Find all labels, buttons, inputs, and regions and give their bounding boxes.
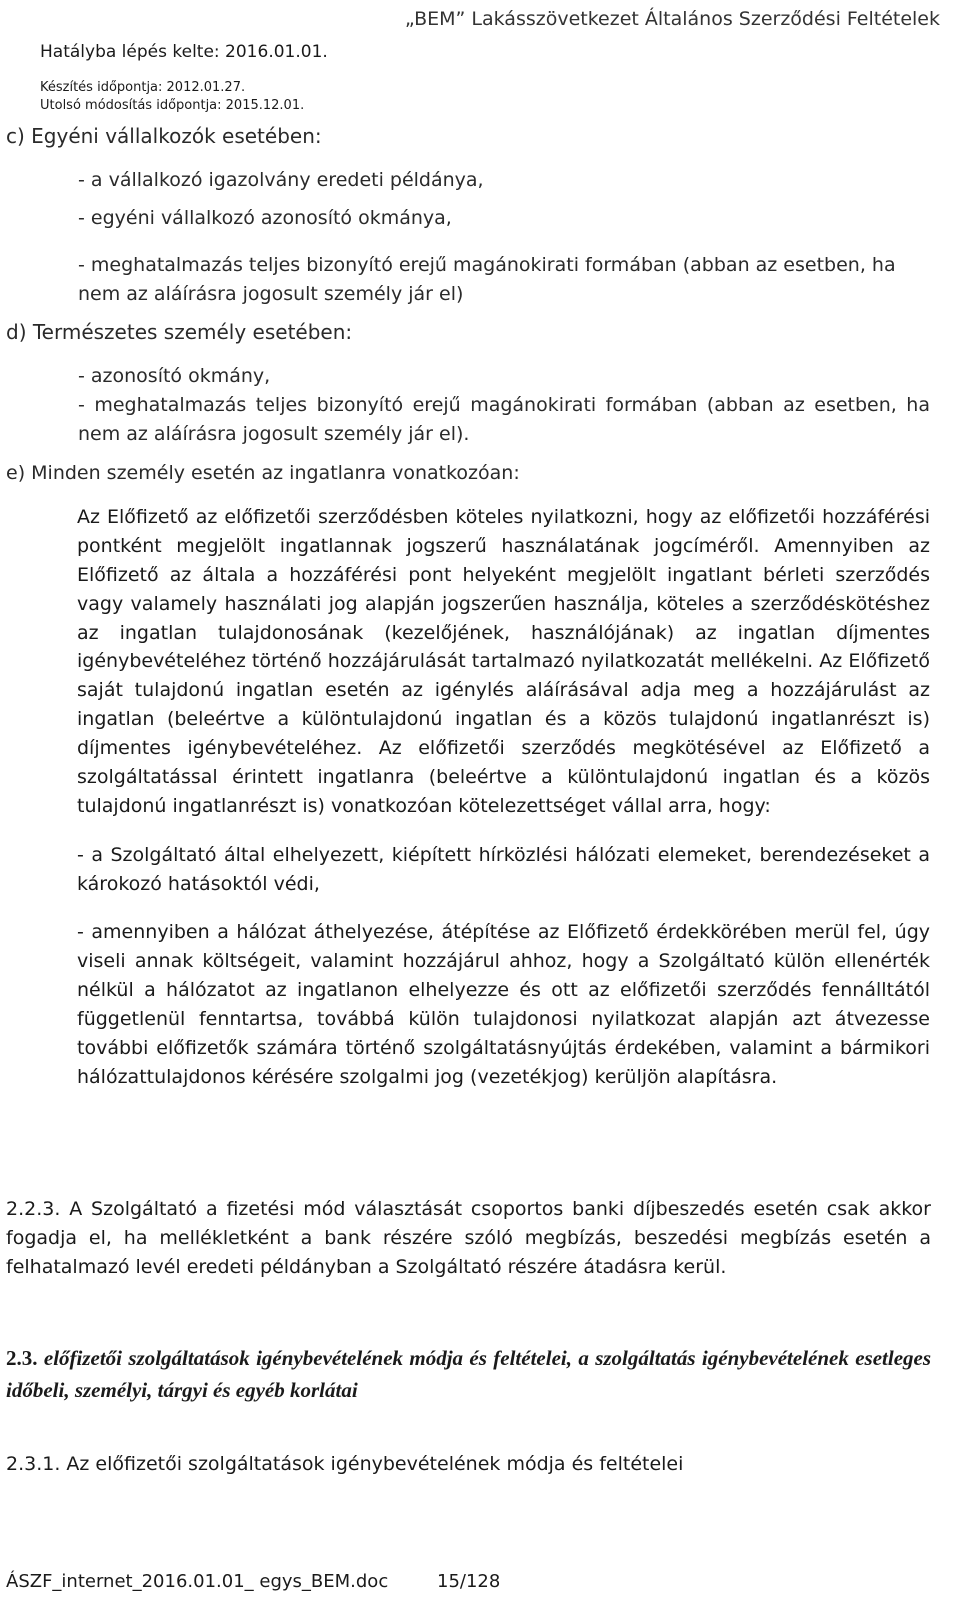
section-c-item: - a vállalkozó igazolvány eredeti példánya, — [78, 169, 484, 191]
created-date: Készítés időpontja: 2012.01.27. — [40, 80, 246, 95]
section-e-label: e) Minden személy esetén az ingatlanra vonatkozóan: — [6, 462, 520, 484]
effective-date: Hatályba lépés kelte: 2016.01.01. — [40, 42, 328, 62]
modified-date: Utolsó módosítás időpontja: 2015.12.01. — [40, 98, 305, 113]
section-e-paragraph: - a Szolgáltató által elhelyezett, kiépített hírközlési hálózati elemeket, berendezéseket a károkozó hatásoktól védi, — [77, 843, 930, 895]
section-e-paragraph: Az Előfizető az előfizetői szerződésben köteles nyilatkozni, hogy az előfizetői hozzáférési pontként megjelölt ingatlannak jogszerű használatának jogcíméről. Amennyiben az Előfizető az általa a hozzáférési pont helyeként megjelölt ingatlant bérleti szerződés vagy valamely használati jog alapján jogszerűen használja, köteles a szerződéskötéshez az ingatlan tulajdonosának (kezelőjének, használójának) az ingatlan díjmentes igénybevételéhez történő hozzájárulását tartalmazó nyilatkozatát mellékelni. Az Előfizető saját tulajdonú ingatlan esetén az igénylés aláírásával adja meg a hozzájárulást az ingatlan (beleértve a különtulajdonú ingatlan és a közös tulajdonú ingatlanrészt is) díjmentes igénybevételéhez. Az előfizetői szerződés megkötésével az Előfizető a szolgáltatással érintett ingatlanra (beleértve a különtulajdonú ingatlan és a közös tulajdonú ingatlanrészt is) vonatkozóan kötelezettséget vállal arra, hogy: — [77, 506, 930, 817]
section-e-body — [77, 503, 930, 1092]
section-2-3-heading — [6, 1343, 931, 1406]
section-c-item: - meghatalmazás teljes bizonyító erejű magánokirati formában (abban az esetben, ha nem az aláírásra jogosult személy jár el) — [78, 254, 896, 305]
section-2-3-1: 2.3.1. Az előfizetői szolgáltatások igénybevételének módja és feltételei — [6, 1453, 684, 1475]
section-d-item: - azonosító okmány, — [78, 365, 271, 387]
section-2-2-3: 2.2.3. A Szolgáltató a fizetési mód választását csoportos banki díjbeszedés esetén csak akkor fogadja el, ha mellékletként a bank részére szóló megbízás, beszedési megbízás esetén a felhatalmazó levél eredeti példányban a Szolgáltató részére átadásra kerül. — [6, 1198, 931, 1278]
section-2-3-title: előfizetői szolgáltatások igénybevételének módja és feltételei, a szolgáltatás igénybevételének esetleges időbeli, személyi, tárgyi és egyéb korlátai — [6, 1346, 932, 1402]
section-e-paragraph: - amennyiben a hálózat áthelyezése, átépítése az Előfizető érdekkörében merül fel, úgy viseli annak költségeit, valamint hozzájárul ahhoz, hogy a Szolgáltató külön ellenérték nélkül a hálózatot az ingatlanon elhelyezze és ott az előfizetői szerződés fennálltától függetlenül fenntartsa, továbbá külön tulajdonosi nyilatkozat alapján azt átvezesse további előfizetők számára történő szolgáltatásnyújtás érdekében, valamint a bármikori hálózattulajdonos kérésére szolgalmi jog (vezetékjog) kerüljön alapításra. — [77, 921, 930, 1088]
section-2-3-number: 2.3. — [6, 1346, 38, 1370]
section-d-label: d) Természetes személy esetében: — [6, 320, 353, 344]
section-c-item: - egyéni vállalkozó azonosító okmánya, — [78, 207, 452, 229]
section-c-label: c) Egyéni vállalkozók esetében: — [6, 124, 322, 148]
section-d-item: - meghatalmazás teljes bizonyító erejű magánokirati formában (abban az esetben, ha nem az aláírásra jogosult személy jár el). — [78, 394, 930, 445]
footer-filename: ÁSZF_internet_2016.01.01_ egys_BEM.doc — [6, 1571, 389, 1592]
footer-page-number: 15/128 — [437, 1571, 501, 1592]
document-title: „BEM” Lakásszövetkezet Általános Szerződési Feltételek — [404, 8, 940, 30]
